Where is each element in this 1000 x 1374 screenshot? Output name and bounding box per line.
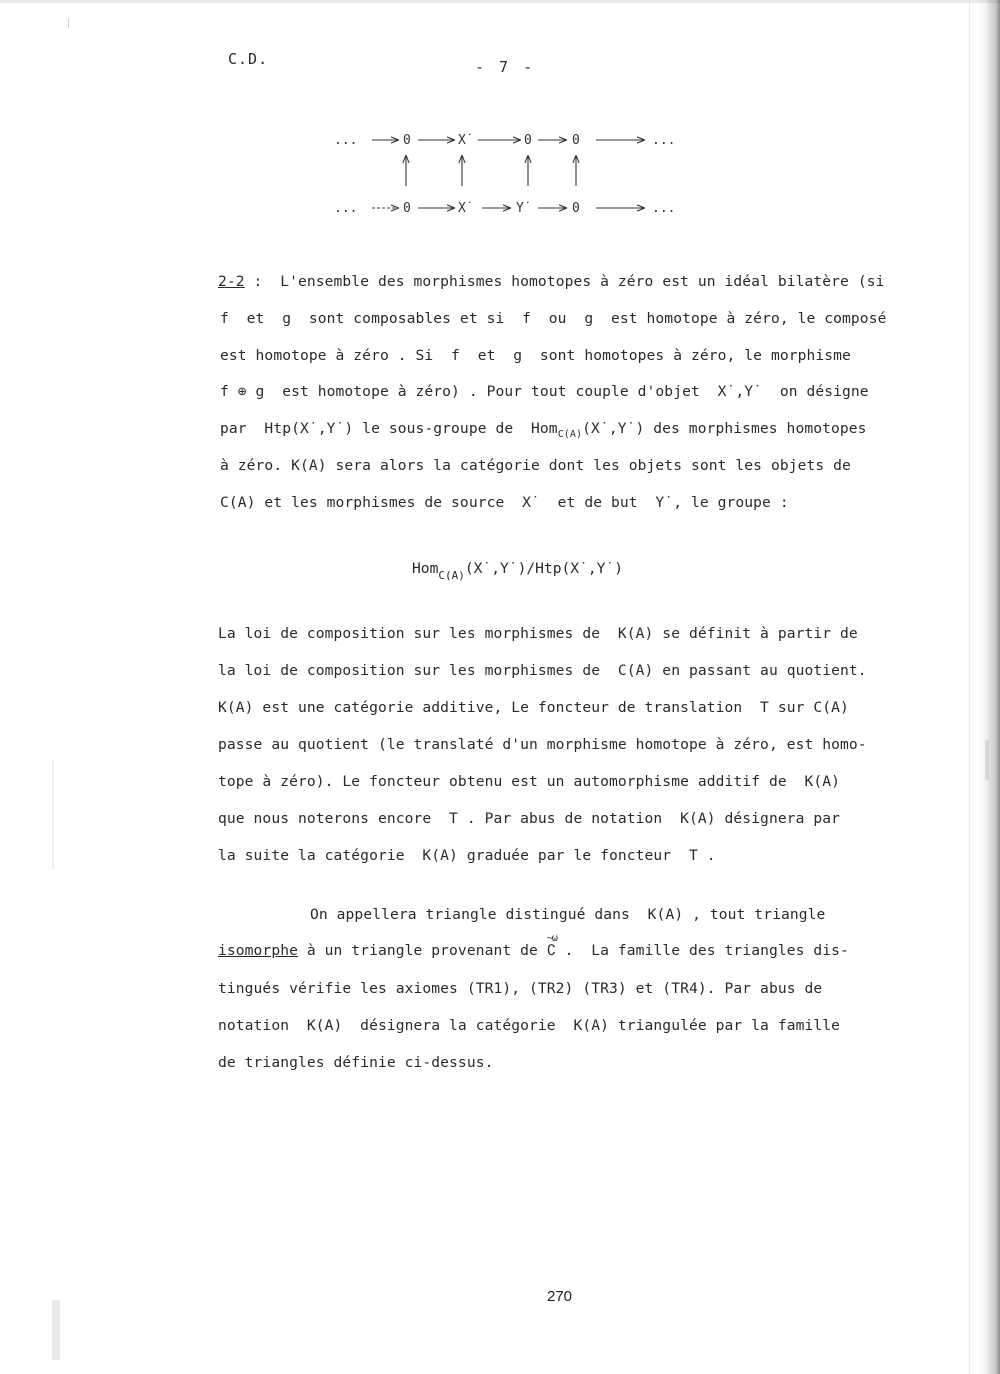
diagram-bottom-node-3: Y˙ (516, 201, 532, 216)
text-line: que nous noterons encore T . Par abus de notation K(A) désignera par (218, 810, 841, 827)
diagram-ellipsis-top-right: ... (652, 133, 676, 148)
scan-speck (68, 18, 69, 28)
commutative-diagram (330, 122, 690, 222)
diagram-ellipsis-bottom-right: ... (652, 201, 676, 216)
text-line: tingués vérifie les axiomes (TR1), (TR2) (TR3) et (TR4). Par abus de (218, 980, 823, 997)
underlined-term: isomorphe (218, 942, 298, 959)
text-line: f ⊕ g est homotope à zéro) . Pour tout couple d'objet X˙,Y˙ on désigne (220, 383, 869, 400)
category-symbol: ∼ω ∁ (546, 933, 557, 959)
text-line: la loi de composition sur les morphismes de C(A) en passant au quotient. (218, 662, 867, 679)
diagram-ellipsis-top-left: ... (334, 133, 358, 148)
text-line: f et g sont composables et si f ou g est homotope à zéro, le composé (220, 310, 887, 327)
author-initials: C.D. (228, 50, 269, 68)
text-line: notation K(A) désignera la catégorie K(A) triangulée par la famille (218, 1017, 841, 1034)
text-line: la suite la catégorie K(A) graduée par le foncteur T . (218, 847, 716, 864)
page-label: - 7 - (475, 58, 536, 76)
text-line: 2-2 : L'ensemble des morphismes homotopes à zéro est un idéal bilatère (si (218, 273, 885, 290)
quotient-formula: Hom$_{C(A)}$(X˙,Y˙)/Htp(X˙,Y˙) (412, 560, 624, 582)
diagram-top-node-4: 0 (572, 133, 580, 148)
text-line: est homotope à zéro . Si f et g sont homotopes à zéro, le morphisme (220, 347, 851, 364)
text-line: à zéro. K(A) sera alors la catégorie dont les objets sont les objets de (220, 457, 851, 474)
scan-top-edge (0, 0, 1000, 3)
text-line: passe au quotient (le translaté d'un morphisme homotope à zéro, est homo- (218, 736, 867, 753)
diagram-ellipsis-bottom-left: ... (334, 201, 358, 216)
text-line: isomorphe à un triangle provenant de ∼ω ∁ . La famille des triangles dis- (218, 933, 849, 959)
text-line: par Htp(X˙,Y˙) le sous-groupe de Hom$_{C(A)}$(X˙,Y˙) des morphismes homotopes (220, 420, 867, 440)
scan-speck (985, 740, 989, 780)
text-line: tope à zéro). Le foncteur obtenu est un automorphisme additif de K(A) (218, 773, 841, 790)
scan-speck (52, 760, 54, 870)
diagram-top-node-2: X˙ (458, 133, 474, 148)
diagram-bottom-node-4: 0 (572, 201, 580, 216)
diagram-top-node-1: 0 (403, 133, 411, 148)
text-line: On appellera triangle distingué dans K(A) , tout triangle (310, 906, 826, 923)
scan-right-edge-line (969, 0, 970, 1374)
diagram-top-node-3: 0 (524, 133, 532, 148)
text-line: C(A) et les morphismes de source X˙ et de but Y˙, le groupe : (220, 494, 789, 511)
text-line: La loi de composition sur les morphismes de K(A) se définit à partir de (218, 625, 858, 642)
diagram-bottom-node-2: X˙ (458, 201, 474, 216)
scan-speck (52, 1300, 60, 1360)
section-number: 2-2 (218, 273, 245, 290)
text-line: K(A) est une catégorie additive, Le foncteur de translation T sur C(A) (218, 699, 849, 716)
text-line: de triangles définie ci-dessus. (218, 1054, 494, 1071)
diagram-bottom-node-1: 0 (403, 201, 411, 216)
page-number: 270 (547, 1288, 573, 1305)
scan-right-edge-shadow (978, 0, 1000, 1374)
diagram-svg (330, 122, 690, 222)
